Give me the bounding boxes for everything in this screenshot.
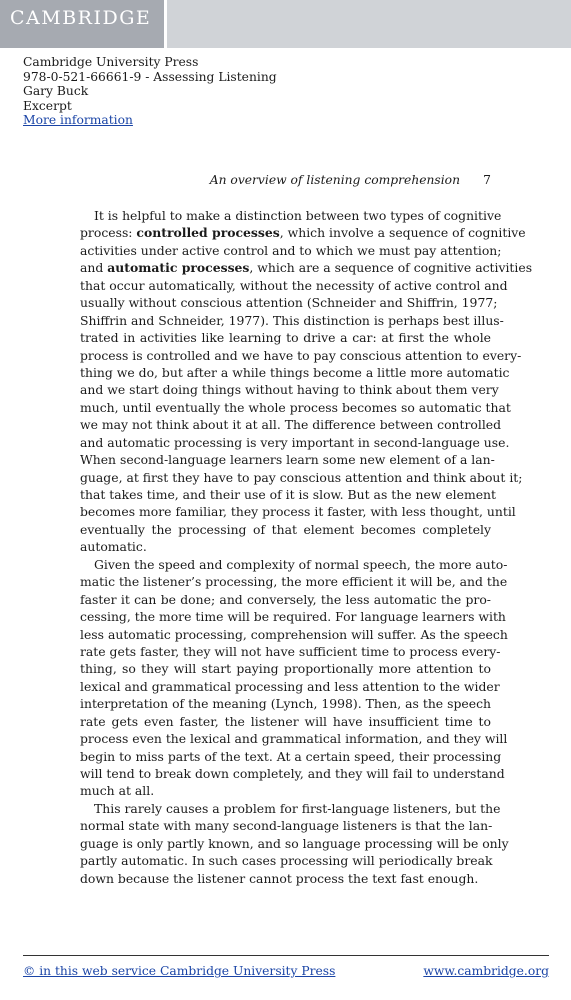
text-line: lexical and grammatical processing and less attention to the wider (80, 678, 500, 694)
text-line: becomes more familiar, they process it faster, with less thought, until (80, 504, 516, 520)
text-line: When second-language learners learn some new element of a lan- (80, 452, 495, 468)
text-line: will tend to break down completely, and they will fail to understand (80, 766, 505, 781)
text-line: begin to miss parts of the text. At a certain speed, their processing (80, 748, 502, 764)
cambridge-website-link[interactable]: www.cambridge.org (423, 964, 549, 978)
footer-divider (23, 955, 549, 956)
text-line: down because the listener cannot process the text fast enough. (80, 870, 479, 886)
more-information-link[interactable]: More information (23, 113, 133, 127)
text-line: normal state with many second-language listeners is that the lan- (80, 818, 493, 834)
text-line: process is controlled and we have to pay conscious attention to every- (80, 347, 522, 363)
text-line: trated in activities like learning to drive a car: at first the whole (80, 330, 491, 346)
text-line: rate gets even faster, the listener will have insufficient time to (80, 713, 491, 729)
paragraph (80, 556, 508, 800)
text-line: thing we do, but after a while things become a little more automatic (80, 364, 510, 380)
text-line: and automatic processes, which are a sequence of cognitive activities (80, 260, 533, 276)
text-line: guage is only partly known, and so language processing will be only (80, 835, 509, 851)
banner-logo-panel (0, 0, 164, 48)
text-line: much at all. (80, 783, 155, 799)
text-line: partly automatic. In such cases processing will periodically break (80, 853, 493, 869)
text-line: and automatic processing is very important in second-language use. (80, 434, 510, 450)
excerpt-label: Excerpt (23, 98, 72, 113)
text-line: It is helpful to make a distinction between two types of cognitive (94, 208, 502, 223)
text-line: interpretation of the meaning (Lynch, 1998). Then, as the speech (80, 696, 491, 712)
cambridge-logo: CAMBRIDGE (10, 7, 152, 29)
text-line: Shiffrin and Schneider, 1977). This distinction is perhaps best illus- (80, 312, 504, 328)
text-line: that takes time, and their use of it is slow. But as the new element (80, 487, 496, 502)
text-line: rate gets faster, they will not have sufficient time to process every- (80, 643, 501, 659)
publisher-name: Cambridge University Press (23, 55, 199, 69)
text-line: less automatic processing, comprehension will suffer. As the speech (80, 626, 508, 642)
isbn-title: 978-0-521-66661-9 - Assessing Listening (23, 69, 277, 84)
text-line: guage, at first they have to pay conscious attention and think about it; (80, 469, 523, 485)
text-line: we may not think about it at all. The difference between controlled (80, 417, 502, 433)
publisher-banner (0, 0, 571, 48)
page-number: 7 (483, 173, 491, 187)
paragraph (80, 800, 509, 887)
text-line: This rarely causes a problem for first-language listeners, but the (94, 800, 501, 816)
text-line: process even the lexical and grammatical information, and they will (80, 731, 508, 747)
author-name: Gary Buck (23, 84, 89, 98)
text-line: cessing, the more time will be required. For language learners with (80, 609, 506, 625)
paragraph (80, 207, 533, 556)
bold-term: automatic processes (107, 260, 250, 276)
text-line: faster it can be done; and conversely, the less automatic the pro- (80, 591, 491, 607)
text-line: usually without conscious attention (Schneider and Shiffrin, 1977; (80, 295, 498, 311)
text-line: thing, so they will start paying proportionally more attention to (80, 661, 491, 677)
text-line: much, until eventually the whole process becomes so automatic that (80, 399, 511, 415)
running-head-title: An overview of listening comprehension (209, 173, 460, 187)
text-line: eventually the processing of that element becomes completely (80, 521, 491, 537)
text-line: automatic. (80, 539, 147, 555)
text-line: process: controlled processes, which involve a sequence of cognitive (80, 225, 526, 241)
text-line: activities under active control and to which we must pay attention; (80, 242, 502, 258)
text-line: matic the listener’s processing, the more efficient it will be, and the (80, 574, 508, 590)
body-text (80, 207, 533, 887)
text-line: that occur automatically, without the necessity of active control and (80, 277, 508, 293)
text-line: Given the speed and complexity of normal speech, the more auto- (94, 556, 508, 572)
bold-term: controlled processes (136, 225, 280, 241)
banner-bar (167, 0, 571, 48)
excerpt-metadata (23, 55, 277, 128)
copyright-link[interactable]: © in this web service Cambridge University Press (23, 964, 336, 978)
text-line: and we start doing things without having to think about them very (80, 382, 499, 398)
